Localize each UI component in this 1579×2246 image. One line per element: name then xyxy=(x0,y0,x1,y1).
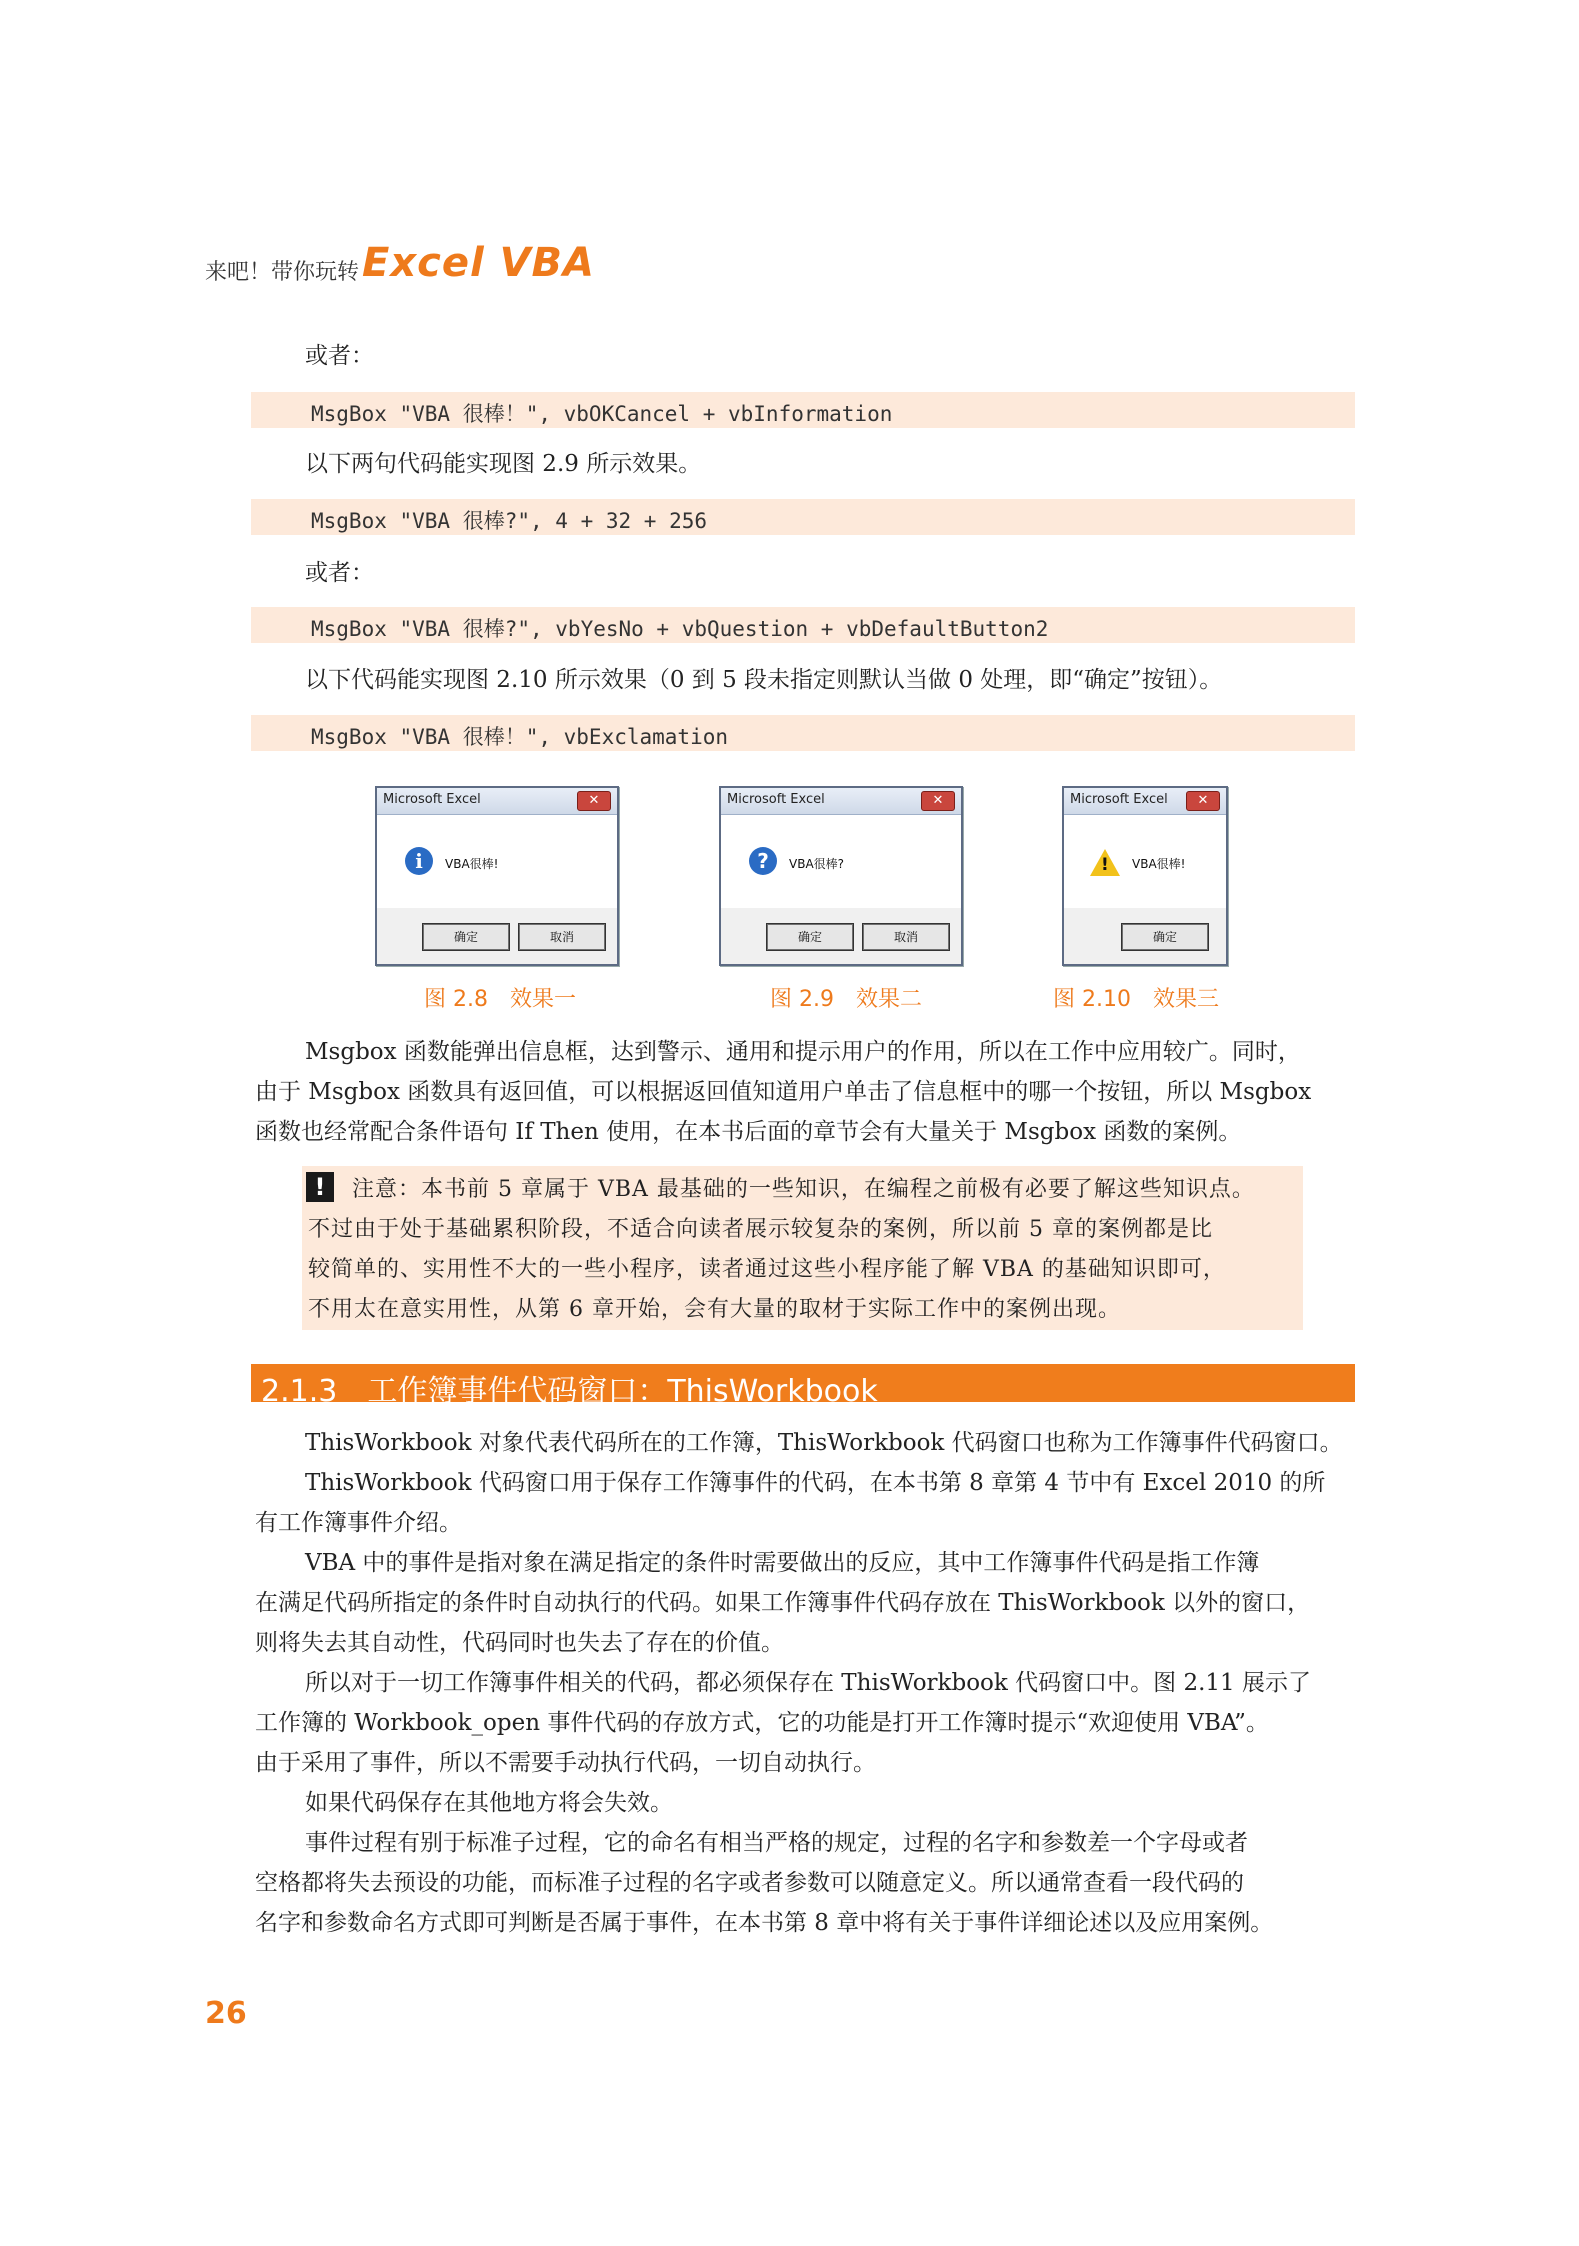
ok-button[interactable]: 确定 xyxy=(423,924,509,950)
msgbox-message: VBA很棒! xyxy=(445,857,499,871)
no-button[interactable]: 取消 xyxy=(863,924,949,950)
code-text-2: MsgBox "VBA 很棒?", 4 + 32 + 256 xyxy=(311,509,708,533)
note-line-1: 注意：本书前 5 章属于 VBA 最基础的一些知识，在编程之前极有必要了解这些知识点。 xyxy=(352,1177,1255,1202)
code-block-3 xyxy=(251,607,1355,643)
close-icon[interactable]: ✕ xyxy=(921,791,955,811)
note-line-4: 不用太在意实用性，从第 6 章开始，会有大量的取材于实际工作中的案例出现。 xyxy=(308,1297,1121,1322)
msgbox-window-2 xyxy=(719,786,963,966)
paragraph-or-2: 或者： xyxy=(305,560,374,586)
msgbox-window-1 xyxy=(375,786,619,966)
body-line-13: 名字和参数命名方式即可判断是否属于事件，在本书第 8 章中将有关于事件详细论述以及应用案例。 xyxy=(255,1910,1274,1936)
code-block-1 xyxy=(251,392,1355,428)
window-body xyxy=(1064,815,1226,908)
window-title: Microsoft Excel xyxy=(383,792,481,807)
paragraph-or-1: 或者： xyxy=(305,343,374,369)
body-line-8: 工作簿的 Workbook_open 事件代码的存放方式，它的功能是打开工作簿时提示“欢迎使用 VBA”。 xyxy=(255,1710,1269,1736)
code-text-1: MsgBox "VBA 很棒！", vbOKCancel + vbInformation xyxy=(311,402,893,426)
code-block-2 xyxy=(251,499,1355,535)
close-icon[interactable]: ✕ xyxy=(1186,791,1220,811)
code-text-4: MsgBox "VBA 很棒！", vbExclamation xyxy=(311,725,729,749)
window-body xyxy=(721,815,961,908)
figure-caption-2-9: 图 2.9 效果二 xyxy=(770,987,922,1012)
body-line-9: 由于采用了事件，所以不需要手动执行代码，一切自动执行。 xyxy=(255,1750,876,1776)
figure-caption-2-10: 图 2.10 效果三 xyxy=(1053,987,1219,1012)
note-line-2: 不过由于处于基础累积阶段，不适合向读者展示较复杂的案例，所以前 5 章的案例都是比 xyxy=(308,1217,1213,1242)
yes-button[interactable]: 确定 xyxy=(767,924,853,950)
window-title: Microsoft Excel xyxy=(727,792,825,807)
figure-caption-2-8: 图 2.8 效果一 xyxy=(424,987,576,1012)
body-line-1: ThisWorkbook 对象代表代码所在的工作簿，ThisWorkbook 代码窗口也称为工作簿事件代码窗口。 xyxy=(305,1430,1343,1456)
window-title: Microsoft Excel xyxy=(1070,792,1168,807)
body-line-12: 空格都将失去预设的功能，而标准子过程的名字或者参数可以随意定义。所以通常查看一段代码的 xyxy=(255,1870,1244,1896)
section-heading-bar xyxy=(251,1364,1355,1409)
warning-icon: ! xyxy=(1090,849,1120,876)
window-body xyxy=(377,815,617,908)
note-line-3: 较简单的、实用性不大的一些小程序，读者通过这些小程序能了解 VBA 的基础知识即可， xyxy=(308,1257,1226,1282)
msgbox-message: VBA很棒! xyxy=(1132,857,1186,871)
body-line-10: 如果代码保存在其他地方将会失效。 xyxy=(305,1790,673,1816)
cancel-button[interactable]: 取消 xyxy=(519,924,605,950)
msgbox-message: VBA很棒? xyxy=(789,857,845,871)
msgbox-paragraph-line-2: 由于 Msgbox 函数具有返回值，可以根据返回值知道用户单击了信息框中的哪一个按钮，所以 Msgbox xyxy=(255,1079,1312,1105)
body-line-5: 在满足代码所指定的条件时自动执行的代码。如果工作簿事件代码存放在 ThisWorkbook 以外的窗口， xyxy=(255,1590,1311,1616)
section-heading: 2.1.3 工作簿事件代码窗口：ThisWorkbook xyxy=(261,1374,878,1409)
paragraph-fig210: 以下代码能实现图 2.10 所示效果（0 到 5 段未指定则默认当做 0 处理，即“确定”按钮）。 xyxy=(305,667,1223,693)
window-titlebar xyxy=(721,788,961,815)
ok-button[interactable]: 确定 xyxy=(1122,924,1208,950)
window-titlebar xyxy=(1064,788,1226,815)
body-line-6: 则将失去其自动性，代码同时也失去了存在的价值。 xyxy=(255,1630,784,1656)
code-block-4 xyxy=(251,715,1355,751)
body-line-3: 有工作簿事件介绍。 xyxy=(255,1510,462,1536)
series-title: 来吧！带你玩转 xyxy=(205,260,360,285)
paragraph-two-lines: 以下两句代码能实现图 2.9 所示效果。 xyxy=(305,451,702,477)
brand-title: Excel VBA xyxy=(362,240,596,286)
msgbox-paragraph-line-3: 函数也经常配合条件语句 If Then 使用，在本书后面的章节会有大量关于 Msgbox 函数的案例。 xyxy=(255,1119,1242,1145)
page-number: 26 xyxy=(205,1996,247,2031)
note-box xyxy=(302,1166,1303,1330)
close-icon[interactable]: ✕ xyxy=(577,791,611,811)
body-line-7: 所以对于一切工作簿事件相关的代码，都必须保存在 ThisWorkbook 代码窗口中。图 2.11 展示了 xyxy=(305,1670,1311,1696)
exclamation-icon: ! xyxy=(306,1172,334,1202)
code-text-3: MsgBox "VBA 很棒?", vbYesNo + vbQuestion + vbDefaultButton2 xyxy=(311,617,1049,641)
window-titlebar xyxy=(377,788,617,815)
info-icon: i xyxy=(405,847,433,875)
question-icon: ? xyxy=(749,847,777,875)
msgbox-paragraph-line-1: Msgbox 函数能弹出信息框，达到警示、通用和提示用户的作用，所以在工作中应用较广。同时， xyxy=(305,1039,1301,1065)
msgbox-window-3 xyxy=(1062,786,1228,966)
body-line-11: 事件过程有别于标准子过程，它的命名有相当严格的规定，过程的名字和参数差一个字母或者 xyxy=(305,1830,1248,1856)
body-line-2: ThisWorkbook 代码窗口用于保存工作簿事件的代码，在本书第 8 章第 4 节中有 Excel 2010 的所 xyxy=(305,1470,1326,1496)
body-line-4: VBA 中的事件是指对象在满足指定的条件时需要做出的反应，其中工作簿事件代码是指工作簿 xyxy=(305,1550,1260,1576)
